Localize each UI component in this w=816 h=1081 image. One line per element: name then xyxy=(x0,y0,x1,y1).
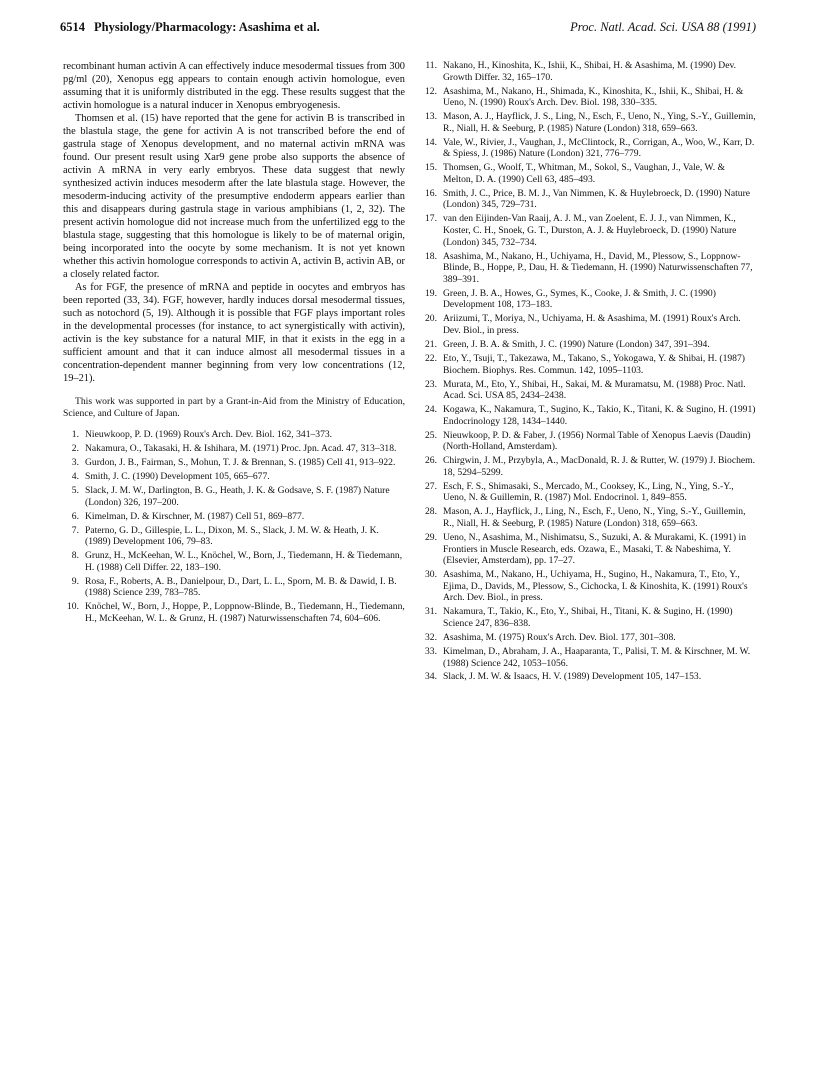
reference-number: 14. xyxy=(425,136,437,148)
reference-item xyxy=(63,550,405,573)
reference-item xyxy=(63,429,405,441)
reference-item xyxy=(421,569,756,604)
reference-text: Nieuwkoop, P. D. & Faber, J. (1956) Normal Table of Xenopus Laevis (Daudin) (North-Holland, Amsterdam). xyxy=(443,429,751,453)
section-title: Physiology/Pharmacology: Asashima et al. xyxy=(94,20,320,34)
reference-text: Kimelman, D. & Kirschner, M. (1987) Cell 51, 869–877. xyxy=(85,510,305,522)
page-number: 6514 xyxy=(60,20,85,34)
reference-text: Asashima, M., Nakano, H., Uchiyama, H., Sugino, H., Nakamura, T., Eto, Y., Ejima, D., Davids, M., Plessow, S., Cichocka, I. & Kinoshita, K. (1991) Roux's Arch. Dev. Biol., in press. xyxy=(443,569,748,604)
reference-text: Nakamura, O., Takasaki, H. & Ishihara, M. (1971) Proc. Jpn. Acad. 47, 313–318. xyxy=(85,442,397,454)
reference-item xyxy=(421,188,756,211)
reference-text: Asashima, M. (1975) Roux's Arch. Dev. Biol. 177, 301–308. xyxy=(443,631,676,643)
reference-text: Nakamura, T., Takio, K., Eto, Y., Shibai, H., Titani, K. & Sugino, H. (1990) Science 247, 836–838. xyxy=(443,606,733,629)
reference-number: 8. xyxy=(71,550,79,562)
reference-item xyxy=(421,671,756,683)
reference-text: Nakano, H., Kinoshita, K., Ishii, K., Shibai, H. & Asashima, M. (1990) Dev. Growth Differ. 32, 165–170. xyxy=(443,60,737,83)
reference-text: Slack, J. M. W., Darlington, B. G., Heath, J. K. & Godsave, S. F. (1987) Nature (London) 326, 197–200. xyxy=(85,484,390,508)
reference-item xyxy=(421,86,756,109)
reference-number: 18. xyxy=(425,250,437,262)
reference-text: Kimelman, D., Abraham, J. A., Haaparanta, T., Palisi, T. M. & Kirschner, M. W. (1988) Science 242, 1053–1056. xyxy=(443,645,751,669)
reference-item xyxy=(63,457,405,469)
reference-text: Paterno, G. D., Gillespie, L. L., Dixon, M. S., Slack, J. M. W. & Heath, J. K. (1989) Development 106, 79–83. xyxy=(85,524,379,548)
reference-number: 1. xyxy=(71,429,79,440)
reference-item xyxy=(63,525,405,548)
reference-number: 20. xyxy=(425,313,437,325)
reference-number: 29. xyxy=(425,532,437,543)
body-paragraph: As for FGF, the presence of mRNA and peptide in oocytes and embryos has been reported (33, 34). FGF, however, hardly induces dorsal mesodermal tissues, such as notochord (5, 19). Although it is possible that FGF plays important roles in the developmental processes (for instance, to act synergistically with activin), activin is the key substance for a natural MIF, in that it exists in the egg in a sufficient amount and that it can induce almost all mesodermal tissues in a concentration-dependent manner beginning from very low concentrations (12, 19–21). xyxy=(63,282,405,384)
right-column xyxy=(421,60,756,685)
reference-item xyxy=(421,313,756,336)
reference-item xyxy=(63,576,405,599)
reference-text: Eto, Y., Tsuji, T., Takezawa, M., Takano, S., Yokogawa, Y. & Shibai, H. (1987) Biochem. Biophys. Res. Commun. 142, 1095–1103. xyxy=(443,352,745,376)
reference-text: Knöchel, W., Born, J., Hoppe, P., Loppnow-Blinde, B., Tiedemann, H., Tiedemann, H., McKeehan, W. L. & Grunz, H. (1987) Naturwissenschaften 74, 604–606. xyxy=(85,601,405,624)
reference-text: Green, J. B. A., Howes, G., Symes, K., Cooke, J. & Smith, J. C. (1990) Development 108, 173–183. xyxy=(443,287,716,311)
reference-item xyxy=(421,339,756,351)
reference-item xyxy=(63,601,405,624)
reference-number: 4. xyxy=(71,470,79,482)
left-column xyxy=(63,60,405,627)
reference-item xyxy=(63,471,405,483)
journal-citation: Proc. Natl. Acad. Sci. USA 88 (1991) xyxy=(570,20,756,34)
reference-item xyxy=(421,455,756,478)
reference-item xyxy=(421,646,756,669)
reference-number: 7. xyxy=(71,524,79,536)
reference-number: 5. xyxy=(71,484,79,496)
reference-number: 28. xyxy=(425,506,437,518)
reference-number: 31. xyxy=(425,606,437,618)
reference-item xyxy=(421,162,756,185)
reference-number: 26. xyxy=(425,455,437,467)
reference-item xyxy=(421,60,756,83)
reference-item xyxy=(421,532,756,567)
reference-number: 15. xyxy=(425,162,437,174)
reference-text: Grunz, H., McKeehan, W. L., Knöchel, W., Born, J., Tiedemann, H. & Tiedemann, H. (1988) Cell Differ. 22, 183–190. xyxy=(85,550,403,573)
reference-text: Green, J. B. A. & Smith, J. C. (1990) Nature (London) 347, 391–394. xyxy=(443,338,710,350)
reference-number: 19. xyxy=(425,287,437,299)
reference-item xyxy=(63,443,405,455)
reference-item xyxy=(421,353,756,376)
reference-number: 22. xyxy=(425,352,437,364)
reference-number: 33. xyxy=(425,645,437,657)
reference-text: Kogawa, K., Nakamura, T., Sugino, K., Takio, K., Titani, K. & Sugino, H. (1991) Endocrinology 128, 1434–1440. xyxy=(443,404,756,427)
acknowledgment: This work was supported in part by a Grant-in-Aid from the Ministry of Education, Science, and Culture of Japan. xyxy=(63,396,405,419)
reference-text: Thomsen, G., Woolf, T., Whitman, M., Sokol, S., Vaughan, J., Vale, W. & Melton, D. A. (1990) Cell 63, 485–493. xyxy=(443,162,725,185)
reference-number: 13. xyxy=(425,111,437,123)
reference-item xyxy=(421,404,756,427)
reference-item xyxy=(421,379,756,402)
reference-text: Smith, J. C., Price, B. M. J., Van Nimmen, K. & Huylebroeck, D. (1990) Nature (London) 345, 729–731. xyxy=(443,187,751,211)
reference-number: 9. xyxy=(71,575,79,587)
reference-text: Gurdon, J. B., Fairman, S., Mohun, T. J. & Brennan, S. (1985) Cell 41, 913–922. xyxy=(85,456,396,468)
reference-number: 24. xyxy=(425,404,437,416)
reference-number: 32. xyxy=(425,631,437,643)
reference-number: 25. xyxy=(425,429,437,441)
reference-number: 10. xyxy=(67,601,79,613)
reference-item xyxy=(421,506,756,529)
reference-item xyxy=(63,511,405,523)
reference-item xyxy=(421,632,756,644)
reference-item xyxy=(421,288,756,311)
reference-number: 17. xyxy=(425,213,437,225)
reference-item xyxy=(421,606,756,629)
reference-text: Smith, J. C. (1990) Development 105, 665–677. xyxy=(85,470,270,482)
reference-number: 34. xyxy=(425,671,437,683)
reference-list-right xyxy=(421,60,756,683)
reference-item xyxy=(421,213,756,248)
reference-item xyxy=(421,430,756,453)
reference-item xyxy=(421,251,756,286)
reference-text: Rosa, F., Roberts, A. B., Danielpour, D., Dart, L. L., Sporn, M. B. & Dawid, I. B. (1988) Science 239, 783–785. xyxy=(85,575,397,599)
reference-number: 16. xyxy=(425,187,437,199)
reference-text: Chirgwin, J. M., Przybyla, A., MacDonald, R. J. & Rutter, W. (1979) J. Biochem. 18, 5294–5299. xyxy=(443,455,756,478)
reference-text: Vale, W., Rivier, J., Vaughan, J., McClintock, R., Corrigan, A., Woo, W., Karr, D. & Spiess, J. (1986) Nature (London) 321, 776–779. xyxy=(443,136,755,160)
reference-list-left xyxy=(63,429,405,624)
reference-text: Mason, A. J., Hayflick, J., Ling, N., Esch, F., Ueno, N., Ying, S.-Y., Guillemin, R., Niall, H. & Seeburg, P. (1985) Nature (London) 318, 659–663. xyxy=(443,506,746,530)
reference-item xyxy=(421,137,756,160)
reference-text: Asashima, M., Nakano, H., Uchiyama, H., David, M., Plessow, S., Loppnow-Blinde, B., Hoppe, P., Dau, H. & Tiedemann, H. (1990) Naturwissenschaften 77, 389–391. xyxy=(443,250,753,285)
reference-number: 21. xyxy=(425,338,437,350)
reference-number: 2. xyxy=(71,442,79,454)
reference-text: Asashima, M., Nakano, H., Shimada, K., Kinoshita, K., Ishii, K., Shibai, H. & Ueno, N. (1990) Roux's Arch. Dev. Biol. 198, 330–335. xyxy=(443,85,744,109)
body-paragraph: recombinant human activin A can effectively induce mesodermal tissues from 300 pg/ml (20), Xenopus egg appears to contain enough activin homologue, even assuming that it is uniformly distributed in the egg. These results suggest that the activin homologue is a natural inducer in Xenopus embryogenesis. xyxy=(63,61,405,111)
reference-number: 6. xyxy=(71,510,79,522)
reference-item xyxy=(421,111,756,134)
reference-text: Ariizumi, T., Moriya, N., Uchiyama, H. & Asashima, M. (1991) Roux's Arch. Dev. Biol., in press. xyxy=(443,313,741,336)
reference-text: Mason, A. J., Hayflick, J. S., Ling, N., Esch, F., Ueno, N., Ying, S.-Y., Guillemin, R., Niall, H. & Seeburg, P. (1985) Nature (London) 318, 659–663. xyxy=(443,111,756,134)
reference-item xyxy=(421,481,756,504)
reference-number: 27. xyxy=(425,480,437,492)
running-header xyxy=(60,20,756,40)
reference-text: Slack, J. M. W. & Isaacs, H. V. (1989) Development 105, 147–153. xyxy=(443,671,702,683)
reference-number: 3. xyxy=(71,456,79,468)
reference-text: van den Eijinden-Van Raaij, A. J. M., van Zoelent, E. J. J., van Nimmen, K., Koster, C. H., Snoek, G. T., Durston, A. J. & Huylebroeck, D. (1990) Nature (London) 345, 732–734. xyxy=(443,213,737,248)
reference-text: Murata, M., Eto, Y., Shibai, H., Sakai, M. & Muramatsu, M. (1988) Proc. Natl. Acad. Sci. USA 85, 2434–2438. xyxy=(443,378,746,402)
reference-item xyxy=(63,485,405,508)
reference-number: 30. xyxy=(425,569,437,581)
reference-text: Ueno, N., Asashima, M., Nishimatsu, S., Suzuki, A. & Murakami, K. (1991) in Frontiers in Muscle Research, eds. Ozawa, E., Masaki, T. & Nabeshima, Y. (Elsevier, Amsterdam), pp. 17–27. xyxy=(443,532,746,567)
reference-number: 11. xyxy=(425,60,437,71)
reference-text: Esch, F. S., Shimasaki, S., Mercado, M., Cooksey, K., Ling, N., Ying, S.-Y., Ueno, N. & Guillemin, R. (1987) Mol. Endocrinol. 1, 849–855. xyxy=(443,480,734,504)
reference-text: Nieuwkoop, P. D. (1969) Roux's Arch. Dev. Biol. 162, 341–373. xyxy=(85,429,333,440)
reference-number: 23. xyxy=(425,378,437,390)
body-paragraph: Thomsen et al. (15) have reported that the gene for activin B is transcribed in the blastula stage, the gene for activin A is not transcribed before the end of gastrula stage of Xenopus development, and no maternal activin mRNA was found. Our present result using Xar9 gene probe also supports the absence of activin A mRNA in very early embryos. These data suggest that newly synthesized activin induces mesoderm after the late blastula stage. However, the mesoderm-inducing activity of the presumptive endoderm appears earlier than this and disappears during gastrula stage in various amphibians (1, 2, 32). The present activin homologue did not increase much from the unfertilized egg to the blastula stage, suggesting that this homologue is likely to be of maternal origin, being incorporated into the oocyte by some mechanism. It is not yet known whether this activin homologue corresponds to activin A, activin B, activin AB, or a closely related factor. xyxy=(63,113,405,280)
reference-number: 12. xyxy=(425,85,437,97)
